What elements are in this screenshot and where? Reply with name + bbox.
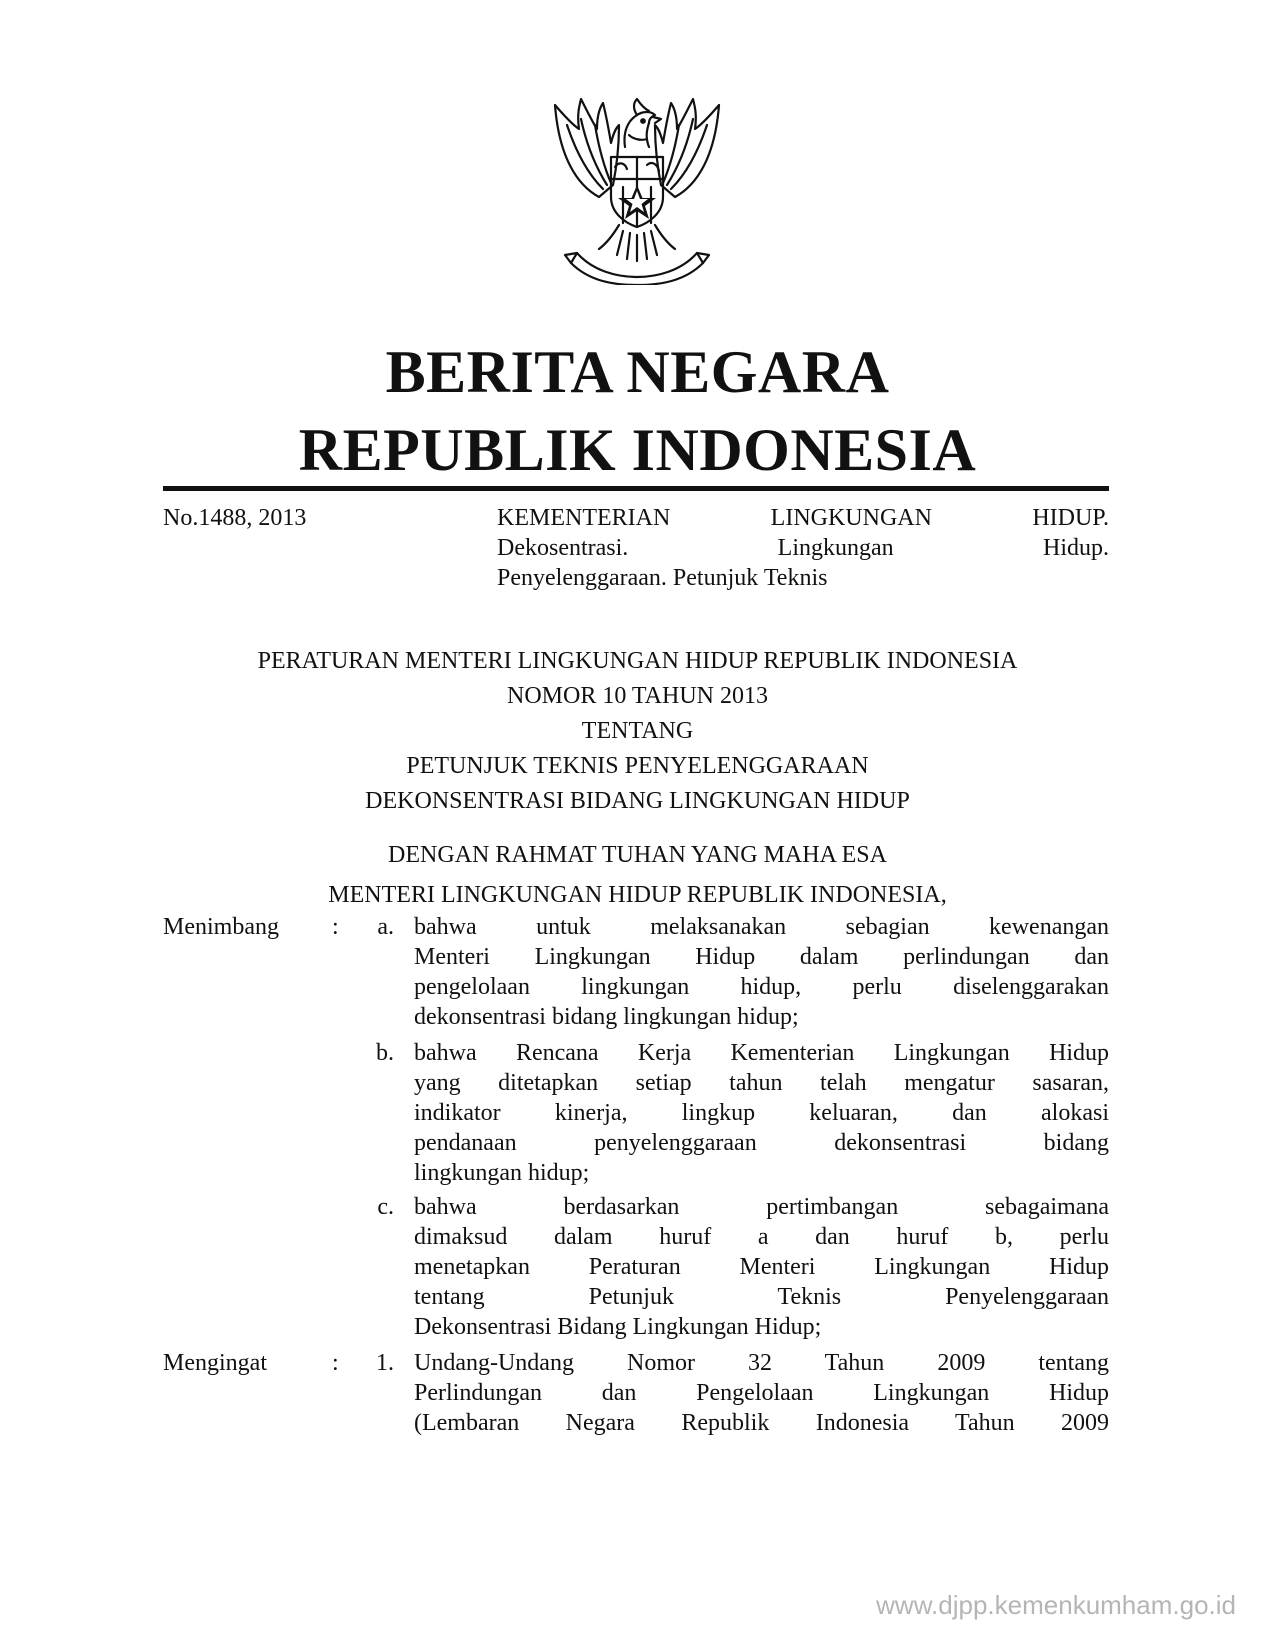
menimbang-colon: : <box>332 914 339 940</box>
menimbang-item-b <box>414 1038 1109 1188</box>
masthead-title-line1: BERITA NEGARA <box>385 339 890 405</box>
issue-summary-line: Dekosentrasi. Lingkungan Hidup. <box>497 535 1109 561</box>
clause-line: yang ditetapkan setiap tahun telah mengatur sasaran, <box>414 1070 1109 1096</box>
clause-line: pendanaan penyelenggaraan dekonsentrasi bidang <box>414 1130 1109 1156</box>
menimbang-marker-b: b. <box>376 1040 394 1066</box>
mengingat-item-1 <box>414 1348 1109 1438</box>
clause-line: menetapkan Peraturan Menteri Lingkungan Hidup <box>414 1254 1109 1280</box>
issuer: MENTERI LINGKUNGAN HIDUP REPUBLIK INDONESIA, <box>328 882 947 908</box>
issue-number: No.1488, 2013 <box>163 505 307 531</box>
clause-line: bahwa berdasarkan pertimbangan sebagaimana <box>414 1194 1109 1220</box>
issue-summary-line: KEMENTERIAN LINGKUNGAN HIDUP. <box>497 505 1109 531</box>
menimbang-item-c <box>414 1192 1109 1342</box>
source-watermark: www.djpp.kemenkumham.go.id <box>876 1590 1236 1620</box>
issue-summary-line: Penyelenggaraan. Petunjuk Teknis <box>497 565 828 591</box>
issue-summary <box>497 503 1109 593</box>
regulation-subject-line2: DEKONSENTRASI BIDANG LINGKUNGAN HIDUP <box>365 788 910 814</box>
menimbang-item-a <box>414 912 1109 1032</box>
clause-line: Undang-Undang Nomor 32 Tahun 2009 tentang <box>414 1350 1109 1376</box>
masthead-divider <box>163 486 1109 491</box>
regulation-tentang: TENTANG <box>581 718 694 744</box>
regulation-subject-line1: PETUNJUK TEKNIS PENYELENGGARAAN <box>406 753 869 779</box>
mengingat-marker-1: 1. <box>376 1350 394 1376</box>
garuda-emblem-icon <box>537 85 737 285</box>
clause-line: (Lembaran Negara Republik Indonesia Tahun 2009 <box>414 1410 1109 1436</box>
clause-line: bahwa untuk melaksanakan sebagian kewenangan <box>414 914 1109 940</box>
clause-line: Perlindungan dan Pengelolaan Lingkungan Hidup <box>414 1380 1109 1406</box>
mengingat-colon: : <box>332 1350 339 1376</box>
clause-line: lingkungan hidup; <box>414 1160 590 1186</box>
regulation-number: NOMOR 10 TAHUN 2013 <box>507 683 768 709</box>
clause-line: Menteri Lingkungan Hidup dalam perlindungan dan <box>414 944 1109 970</box>
invocation: DENGAN RAHMAT TUHAN YANG MAHA ESA <box>388 842 887 868</box>
regulation-title: PERATURAN MENTERI LINGKUNGAN HIDUP REPUBLIK INDONESIA <box>257 648 1018 674</box>
clause-line: pengelolaan lingkungan hidup, perlu diselenggarakan <box>414 974 1109 1000</box>
menimbang-marker-c: c. <box>377 1194 394 1220</box>
clause-line: bahwa Rencana Kerja Kementerian Lingkungan Hidup <box>414 1040 1109 1066</box>
clause-line: dimaksud dalam huruf a dan huruf b, perlu <box>414 1224 1109 1250</box>
clause-line: dekonsentrasi bidang lingkungan hidup; <box>414 1004 799 1030</box>
clause-line: Dekonsentrasi Bidang Lingkungan Hidup; <box>414 1314 822 1340</box>
menimbang-marker-a: a. <box>377 914 394 940</box>
masthead-title-line2: REPUBLIK INDONESIA <box>298 417 977 483</box>
menimbang-label: Menimbang <box>163 914 279 940</box>
clause-line: tentang Petunjuk Teknis Penyelenggaraan <box>414 1284 1109 1310</box>
clause-line: indikator kinerja, lingkup keluaran, dan alokasi <box>414 1100 1109 1126</box>
mengingat-label: Mengingat <box>163 1350 267 1376</box>
